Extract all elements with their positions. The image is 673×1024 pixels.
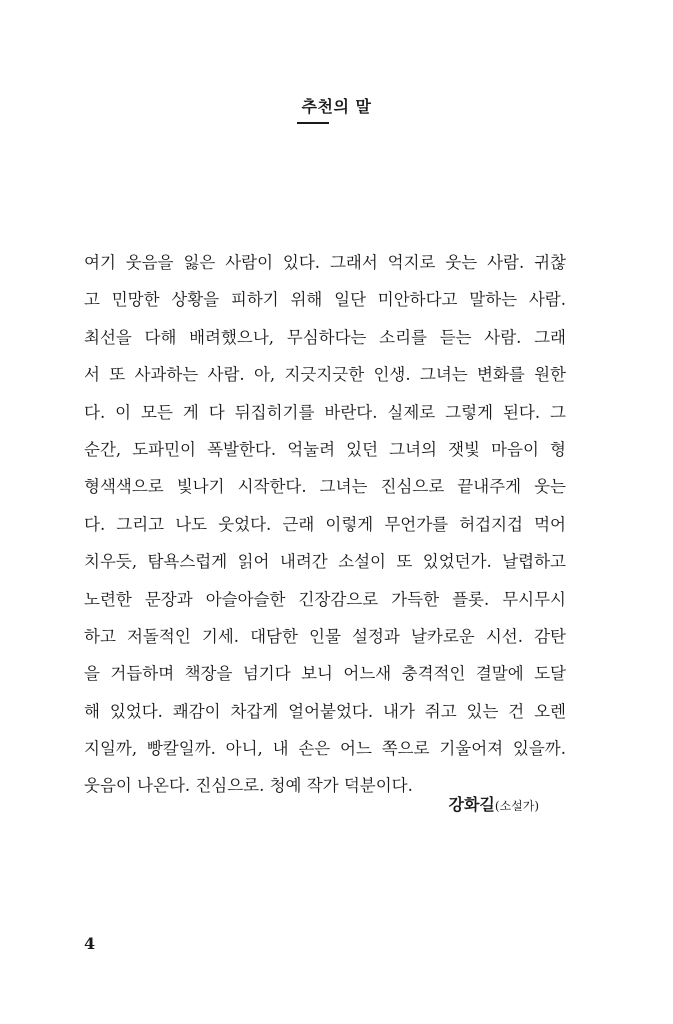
text-line: 하고 저돌적인 기세. 대담한 인물 설정과 날카로운 시선. 감탄 (84, 626, 566, 646)
text-line: 순간, 도파민이 폭발한다. 억눌려 있던 그녀의 잿빛 마음이 형 (84, 439, 566, 459)
text-line: 노련한 문장과 아슬아슬한 긴장감으로 가득한 플롯. 무시무시 (84, 589, 566, 609)
text-line: 고 민망한 상황을 피하기 위해 일단 미안하다고 말하는 사람. (84, 290, 566, 310)
title-underline (297, 122, 329, 124)
author-signature (448, 792, 539, 815)
text-line: 여기 웃음을 잃은 사람이 있다. 그래서 억지로 웃는 사람. 귀찮 (84, 253, 566, 272)
recommendation-text (84, 244, 566, 805)
text-line: 형색색으로 빛나기 시작한다. 그녀는 진심으로 끝내주게 웃는 (84, 477, 566, 497)
text-line: 해 있었다. 쾌감이 차갑게 얼어붙었다. 내가 쥐고 있는 건 오렌 (84, 701, 566, 721)
text-line: 을 거듭하며 책장을 넘기다 보니 어느새 충격적인 결말에 도달 (84, 664, 566, 684)
text-line: 서 또 사과하는 사람. 아, 지긋지긋한 인생. 그녀는 변화를 원한 (84, 365, 566, 385)
text-line: 지일까, 빵칼일까. 아니, 내 손은 어느 쪽으로 기울어져 있을까. (84, 739, 566, 759)
author-role: (소설가) (494, 799, 539, 813)
page-number: 4 (84, 934, 96, 953)
author-name: 강화길 (448, 795, 495, 814)
section-title: 추천의 말 (301, 97, 372, 116)
text-line: 최선을 다해 배려했으나, 무심하다는 소리를 듣는 사람. 그래 (84, 327, 566, 347)
text-line: 치우듯, 탐욕스럽게 읽어 내려간 소설이 또 있었던가. 날렵하고 (84, 552, 566, 572)
text-line: 다. 그리고 나도 웃었다. 근래 이렇게 무언가를 허겁지겁 먹어 (84, 514, 566, 534)
text-line: 웃음이 나온다. 진심으로. 청예 작가 덕분이다. (84, 776, 413, 796)
text-line: 다. 이 모든 게 다 뒤집히기를 바란다. 실제로 그렇게 된다. 그 (84, 402, 566, 422)
